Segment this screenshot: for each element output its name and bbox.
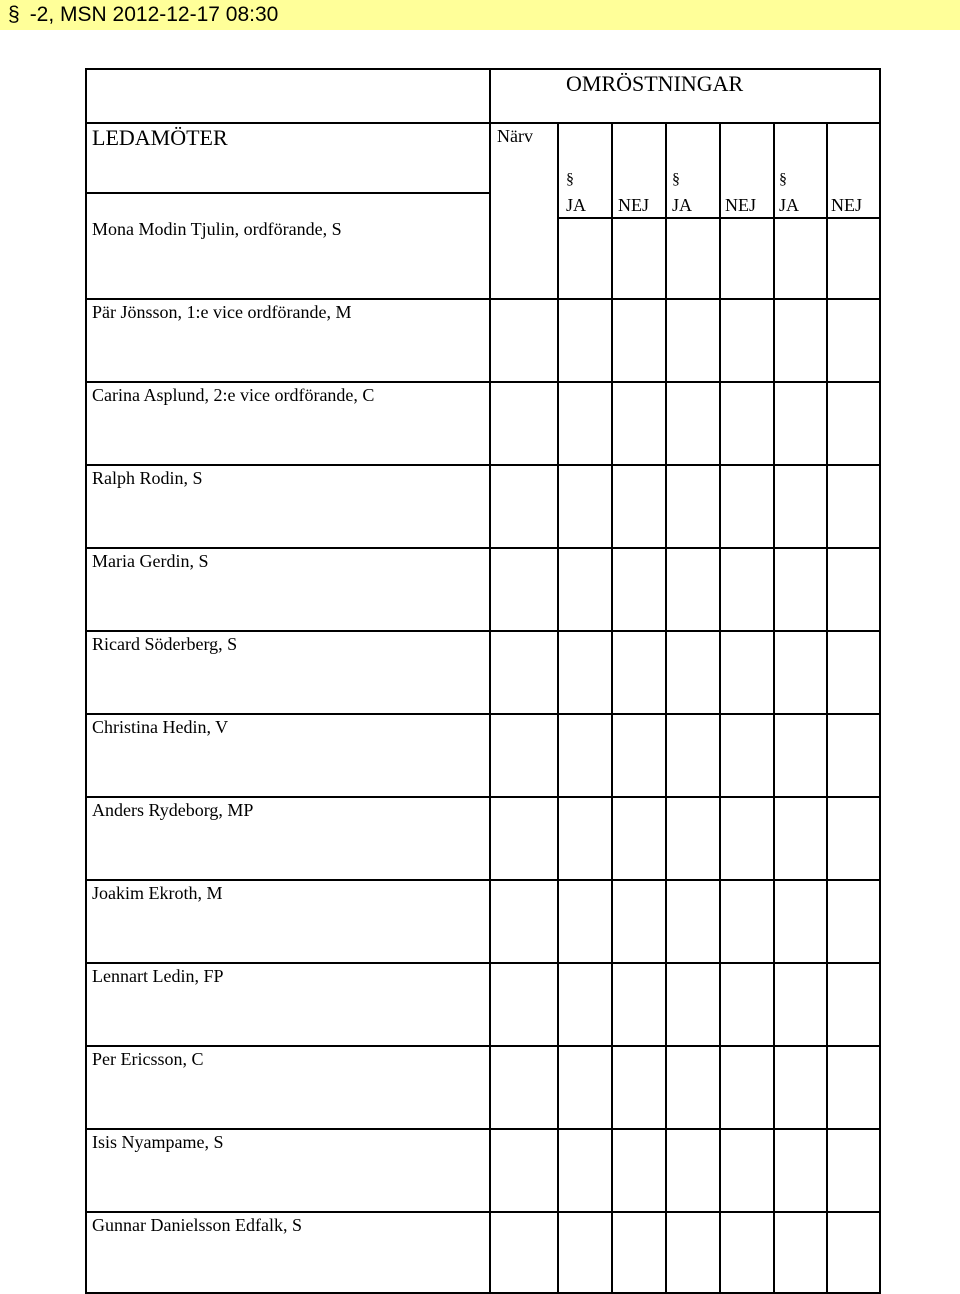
vote-group-section-glyph: §	[672, 171, 680, 188]
member-name: Mona Modin Tjulin, ordförande, S	[92, 219, 342, 239]
row-divider	[85, 713, 881, 715]
row-divider	[85, 962, 881, 964]
member-name: Ralph Rodin, S	[92, 468, 203, 488]
vote-group-section-glyph: §	[566, 171, 574, 188]
member-name: Maria Gerdin, S	[92, 551, 209, 571]
vote-yes-label: JA	[672, 195, 693, 215]
vote-no-label: NEJ	[725, 195, 756, 215]
member-name: Carina Asplund, 2:e vice ordförande, C	[92, 385, 375, 405]
row-divider	[85, 1128, 881, 1130]
member-name: Anders Rydeborg, MP	[92, 800, 254, 820]
vote-no-label: NEJ	[831, 195, 862, 215]
document-header	[0, 0, 960, 30]
member-name: Christina Hedin, V	[92, 717, 229, 737]
row-divider	[85, 122, 881, 124]
vote-no-label: NEJ	[618, 195, 649, 215]
row-divider	[85, 1211, 881, 1213]
row-divider	[85, 879, 881, 881]
row-divider	[85, 630, 881, 632]
row-divider	[85, 298, 881, 300]
member-name: Ricard Söderberg, S	[92, 634, 238, 654]
presence-heading: Närv	[497, 126, 533, 146]
member-name: Lennart Ledin, FP	[92, 966, 224, 986]
member-name: Gunnar Danielsson Edfalk, S	[92, 1215, 302, 1235]
row-divider	[557, 217, 881, 219]
document-title: -2, MSN 2012-12-17 08:30	[29, 3, 279, 26]
row-divider	[85, 796, 881, 798]
members-heading: LEDAMÖTER	[92, 125, 228, 150]
member-name: Joakim Ekroth, M	[92, 883, 223, 903]
row-divider	[85, 547, 881, 549]
member-name: Isis Nyampame, S	[92, 1132, 224, 1152]
vote-yes-label: JA	[779, 195, 800, 215]
vote-yes-label: JA	[566, 195, 587, 215]
row-divider	[85, 192, 491, 194]
row-divider	[85, 464, 881, 466]
votes-area-frame	[489, 68, 881, 1294]
votes-heading: OMRÖSTNINGAR	[566, 71, 744, 96]
member-name: Pär Jönsson, 1:e vice ordförande, M	[92, 302, 352, 322]
row-divider	[85, 381, 881, 383]
vote-group-section-glyph: §	[779, 171, 787, 188]
row-divider	[85, 1045, 881, 1047]
members-column-frame	[85, 68, 491, 1294]
member-name: Per Ericsson, C	[92, 1049, 204, 1069]
section-glyph: §	[8, 3, 20, 26]
